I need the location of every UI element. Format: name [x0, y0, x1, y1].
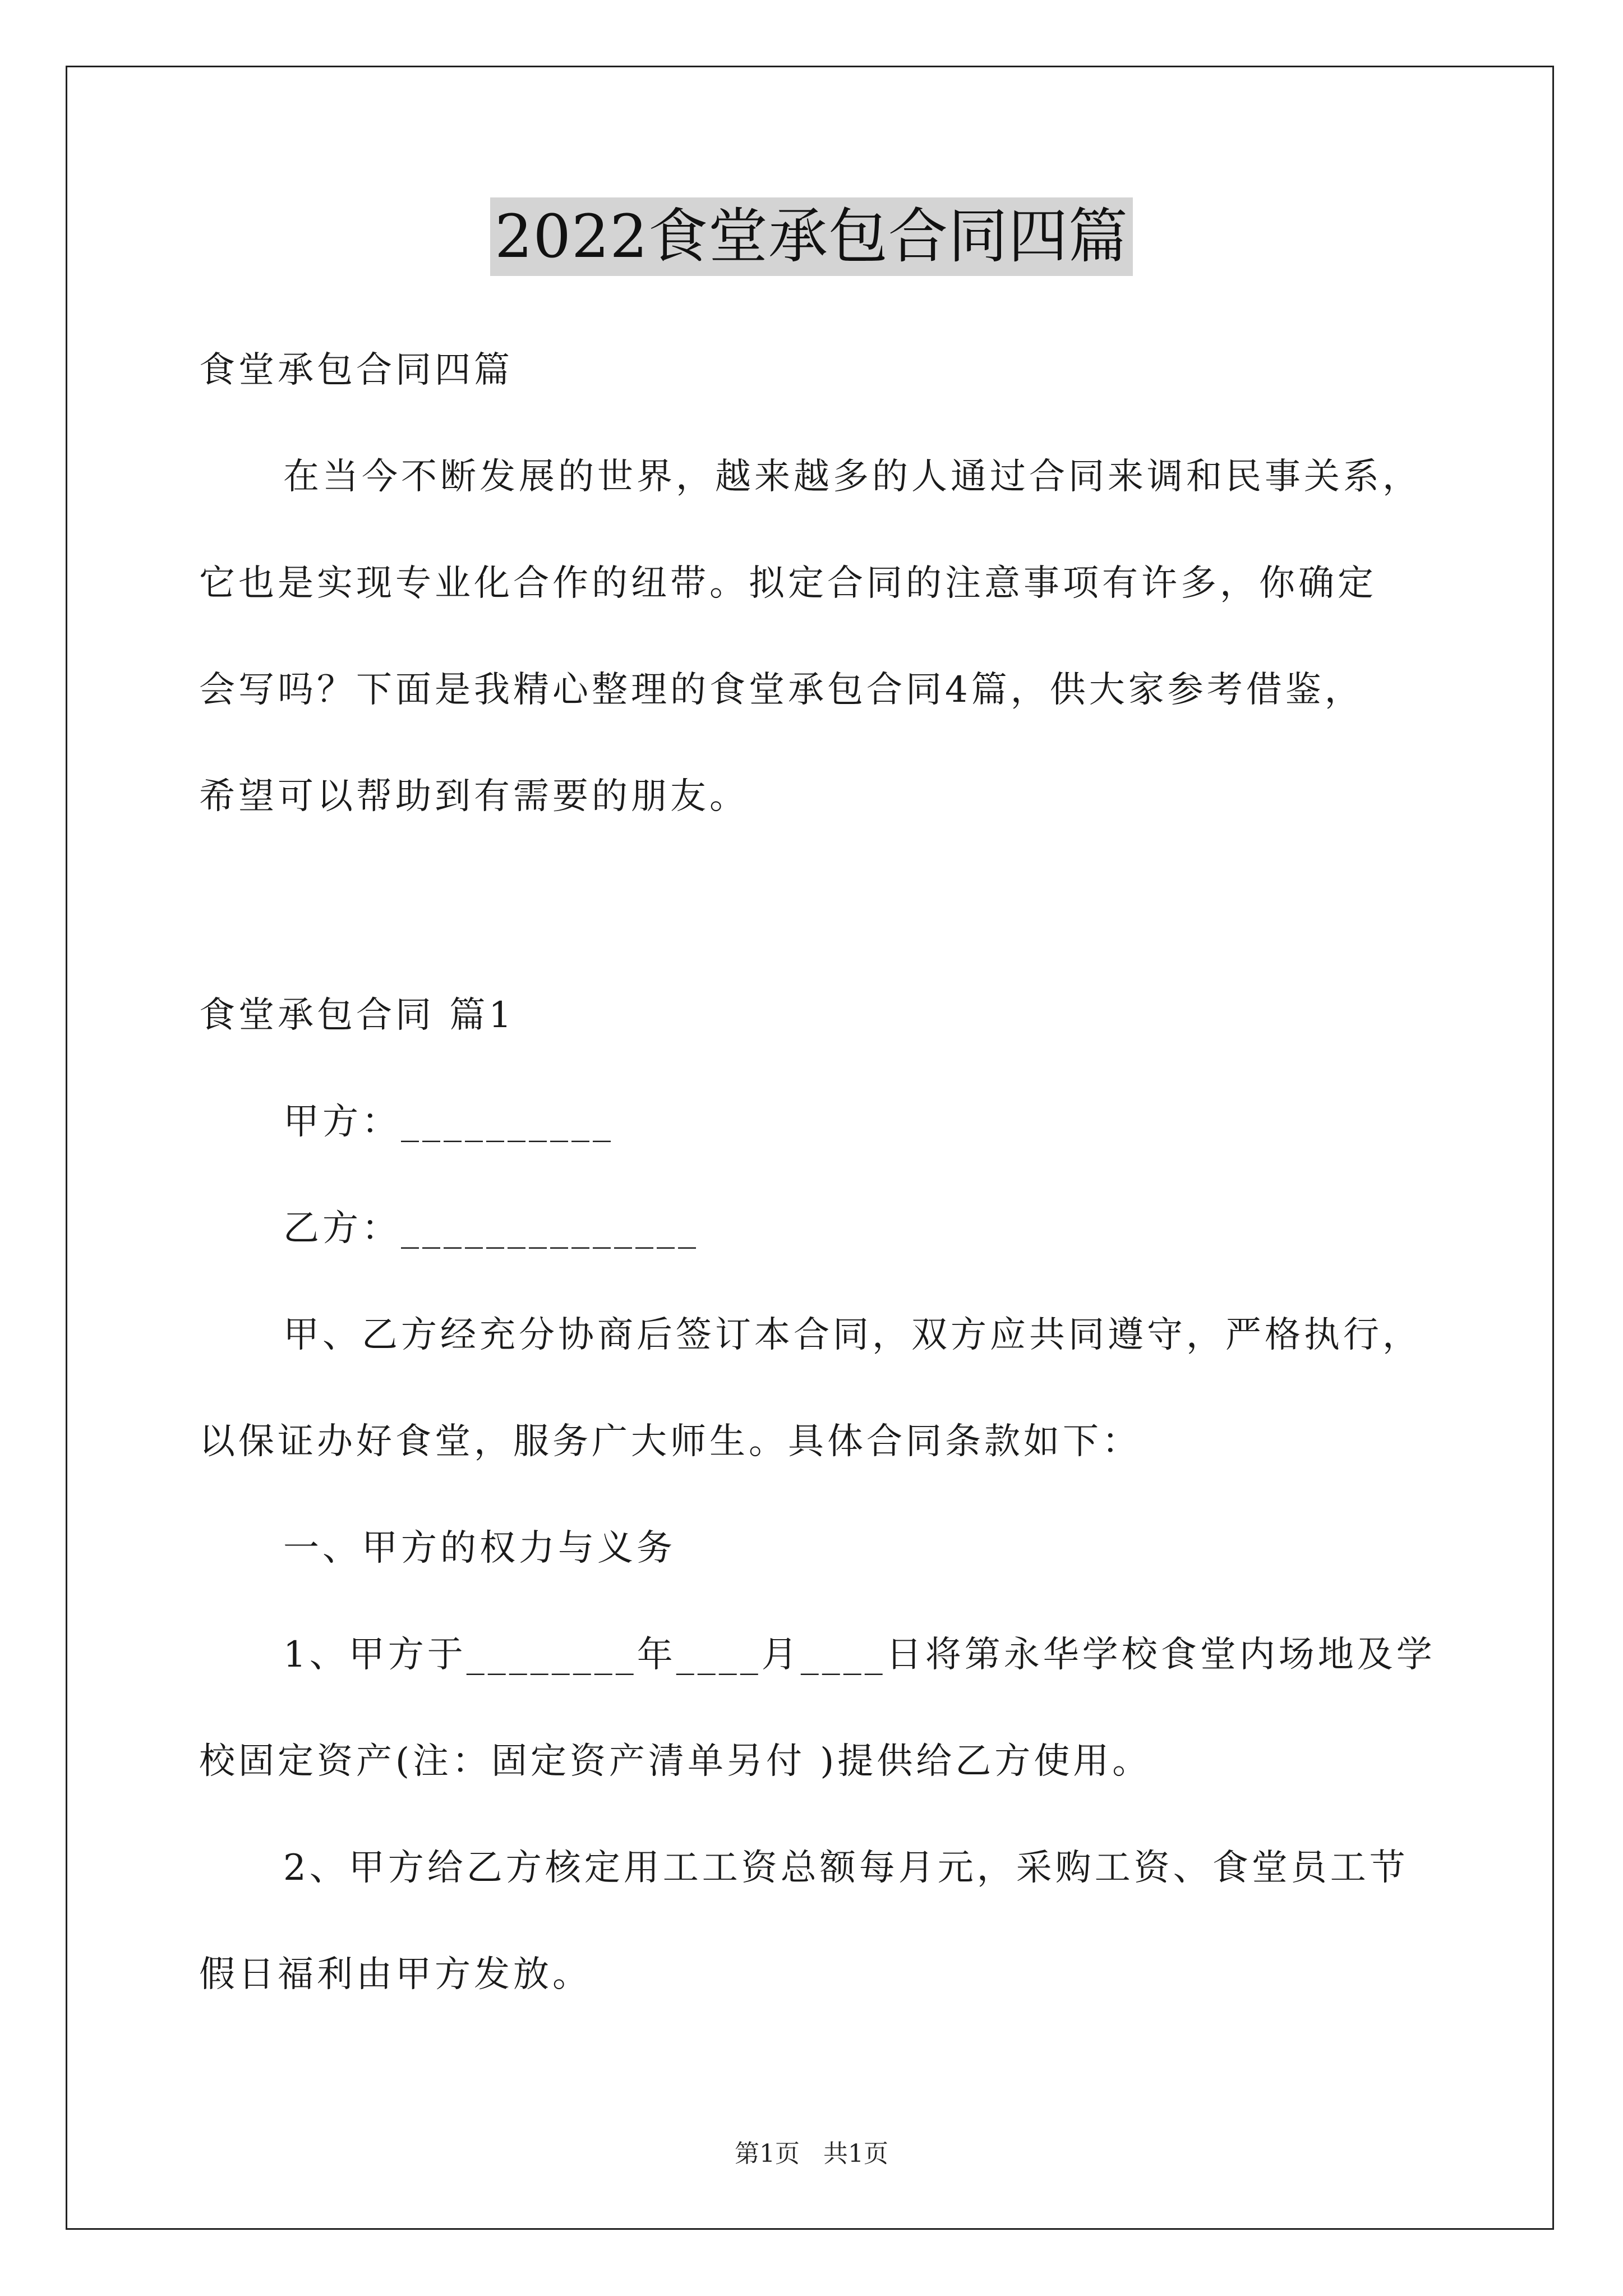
subtitle-line: 食堂承包合同四篇	[199, 349, 513, 391]
party-a-field: 甲方：__________	[283, 1101, 614, 1143]
clause-2-line-1: 2、甲方给乙方核定用工工资总额每月元，采购工资、食堂员工节	[283, 1847, 1409, 1889]
clause-2-line-2: 假日福利由甲方发放。	[199, 1954, 592, 1995]
party-b-field: 乙方：______________	[283, 1208, 699, 1249]
agreement-paragraph-line-2: 以保证办好食堂，服务广大师生。具体合同条款如下：	[199, 1421, 1141, 1462]
intro-paragraph-line-3: 会写吗？下面是我精心整理的食堂承包合同4篇，供大家参考借鉴，	[199, 669, 1364, 711]
section-heading-part-1: 食堂承包合同 篇1	[199, 995, 515, 1036]
clause-1-line-1: 1、甲方于________年____月____日将第永华学校食堂内场地及学	[283, 1634, 1436, 1676]
title-container	[0, 197, 1623, 276]
page-footer	[0, 2138, 1623, 2170]
intro-paragraph-line-2: 它也是实现专业化合作的纽带。拟定合同的注意事项有许多，你确定	[199, 563, 1377, 604]
clause-heading-1: 一、甲方的权力与义务	[283, 1527, 676, 1569]
clause-1-line-2: 校固定资产(注：固定资产清单另付 )提供给乙方使用。	[199, 1741, 1152, 1782]
document-title: 2022食堂承包合同四篇	[490, 197, 1133, 276]
intro-paragraph-line-4: 希望可以帮助到有需要的朋友。	[199, 776, 749, 817]
intro-paragraph-line-1: 在当今不断发展的世界，越来越多的人通过合同来调和民事关系，	[283, 456, 1422, 498]
page-number-total: 共1页	[823, 2139, 888, 2168]
agreement-paragraph-line-1: 甲、乙方经充分协商后签订本合同，双方应共同遵守，严格执行，	[283, 1314, 1422, 1356]
page-number-current: 第1页	[735, 2139, 800, 2168]
